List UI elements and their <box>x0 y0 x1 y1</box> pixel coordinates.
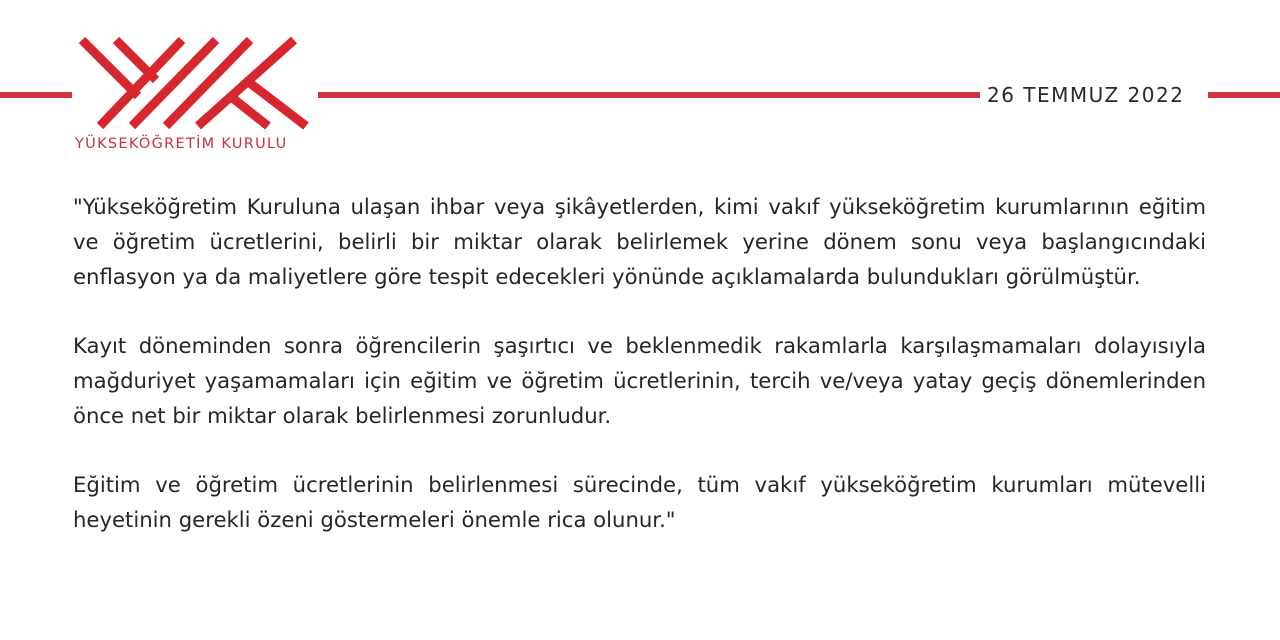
paragraph: "Yükseköğretim Kuruluna ulaşan ihbar veya şikâyetlerden, kimi vakıf yükseköğretim kurumlarının eğitim ve öğretim ücretlerini, belirli bir miktar olarak belirlemek yerine dönem sonu veya başlangıcındaki enflasyon ya da maliyetlere göre tespit edecekleri yönünde açıklamalarda bulundukları görülmüştür. <box>73 194 1206 289</box>
header-rule-middle <box>318 92 980 98</box>
paragraph: Eğitim ve öğretim ücretlerinin belirlenmesi sürecinde, tüm vakıf yükseköğretim kurumları mütevelli heyetinin gerekli özeni göstermeleri önemle rica olunur." <box>73 472 1206 533</box>
header-rule-right <box>1208 92 1280 98</box>
header-rule-left <box>0 92 72 98</box>
logo-text: YÜKSEKÖĞRETİM KURULU <box>75 136 288 152</box>
yok-logo-icon <box>70 34 320 134</box>
statement-body <box>73 190 1206 573</box>
paragraph: Kayıt döneminden sonra öğrencilerin şaşırtıcı ve beklenmedik rakamlarla karşılaşmamaları dolayısıyla mağduriyet yaşamamaları için eğitim ve öğretim ücretlerinin, tercih ve/veya yatay geçiş dönemlerinden önce net bir miktar olarak belirlenmesi zorunludur. <box>73 333 1206 428</box>
date-label: 26 TEMMUZ 2022 <box>987 83 1185 107</box>
